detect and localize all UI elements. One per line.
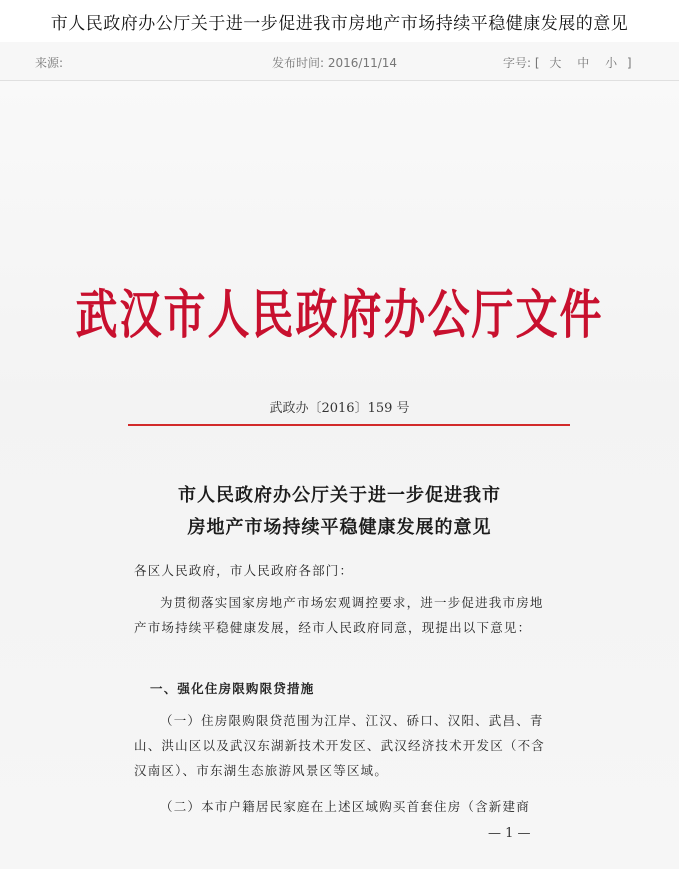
document-scan	[0, 81, 679, 869]
section-heading: 一、强化住房限购限贷措施	[150, 681, 315, 696]
publish-date	[272, 54, 397, 71]
font-size-medium-button[interactable]: 中	[577, 56, 590, 70]
item-2-paragraph: （二）本市户籍居民家庭在上述区域购买首套住房（含新建商	[160, 799, 530, 814]
meta-bar	[0, 42, 679, 81]
font-size-large-button[interactable]: 大	[549, 56, 562, 70]
red-divider	[128, 424, 570, 426]
document-title-line2: 房地产市场持续平稳健康发展的意见	[187, 517, 492, 538]
intro-paragraph: 为贯彻落实国家房地产市场宏观调控要求，进一步促进我市房地产市场持续平稳健康发展，经市人民政府同意，现提出以下意见：	[134, 595, 544, 635]
document-number: 武政办〔2016〕159 号	[269, 401, 410, 416]
font-size-label: 字号:	[503, 56, 532, 70]
font-size-bracket-open: [	[534, 56, 540, 70]
document-title-line1: 市人民政府办公厅关于进一步促进我市	[178, 485, 501, 506]
page-number: — 1 —	[488, 826, 531, 841]
publish-date-label: 发布时间:	[272, 56, 325, 70]
font-size-small-button[interactable]: 小	[605, 56, 618, 70]
publish-date-value: 2016/11/14	[327, 56, 398, 70]
source-label: 来源:	[35, 56, 64, 70]
font-size-control	[503, 54, 632, 71]
document-red-header: 武汉市人民政府办公厅文件	[75, 283, 604, 345]
addressee: 各区人民政府，市人民政府各部门：	[134, 563, 354, 578]
item-1-paragraph: （一）住房限购限贷范围为江岸、江汉、硚口、汉阳、武昌、青山、洪山区以及武汉东湖新技术开发区、武汉经济技术开发区（不含汉南区）、市东湖生态旅游风景区等区域。	[134, 713, 546, 778]
page-title: 市人民政府办公厅关于进一步促进我市房地产市场持续平稳健康发展的意见	[50, 13, 629, 34]
page-header	[0, 0, 679, 42]
font-size-bracket-close: ]	[626, 56, 632, 70]
